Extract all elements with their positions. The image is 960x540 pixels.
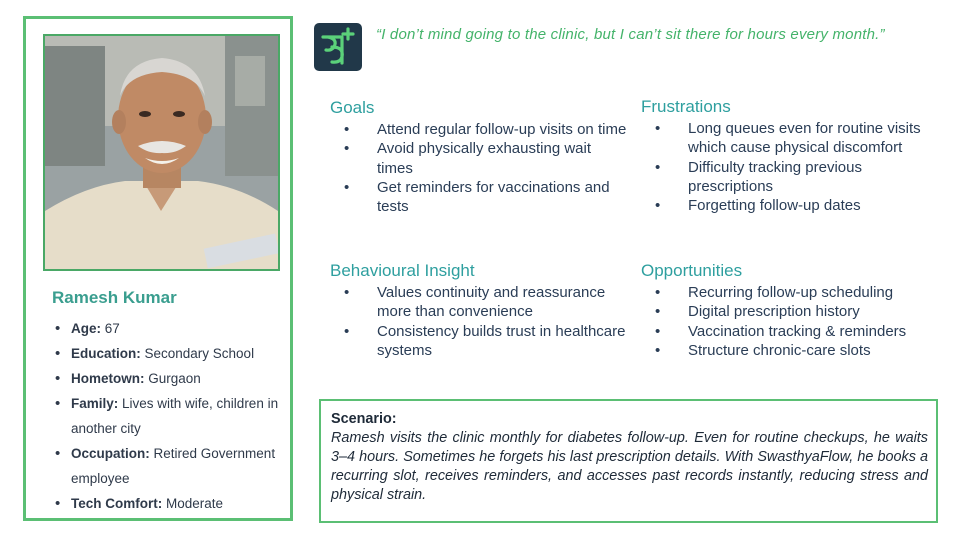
frustrations-list [641,119,941,215]
list-item: • Recurring follow-up scheduling [641,283,941,302]
list-item: • Attend regular follow-up visits on time [330,120,630,139]
persona-photo [43,34,280,271]
attr-tech-comfort [53,491,288,516]
list-item: • Digital prescription history [641,302,941,321]
attr-key: Family: [71,396,119,411]
frustrations-section [641,97,941,215]
list-item: • Vaccination tracking & reminders [641,322,941,341]
behavioural-insight-section [330,261,630,360]
opportunities-section [641,261,941,360]
attr-value: Lives with wife, children in another city [71,396,279,436]
opportunities-heading: Opportunities [641,261,743,280]
persona-quote: “I don’t mind going to the clinic, but I can’t sit there for hours every month.” [376,26,885,43]
frustrations-heading: Frustrations [641,97,731,116]
attr-key: Tech Comfort: [71,496,163,511]
list-item: • Avoid physically exhausting wait times [330,139,630,178]
scenario-text: Ramesh visits the clinic monthly for diabetes follow-up. Even for routine checkups, he waits 3–4 hours. Sometimes he forgets his last prescription details. With SwasthyaFlow, he books a recurring slot, receives reminders, and accesses past records instantly, reducing stress and physical strain. [331,430,928,503]
attr-value: 67 [101,321,120,336]
scenario-box [319,399,938,523]
list-item: • Consistency builds trust in healthcare systems [330,322,630,361]
goals-heading: Goals [330,98,375,117]
attr-key: Age: [71,321,101,336]
attr-value: Gurgaon [144,371,201,386]
behavioural-insight-heading: Behavioural Insight [330,261,475,280]
goals-section [330,98,630,216]
attr-value: Retired Government employee [71,446,276,486]
persona-attributes [53,316,288,516]
opportunities-list [641,283,941,360]
behavioural-insight-list [330,283,630,360]
attr-value: Moderate [162,496,224,511]
attr-occupation [53,441,288,491]
list-item: • Values continuity and reassurance more than convenience [330,283,630,322]
goals-list [330,120,630,216]
persona-portrait-image [45,36,278,269]
attr-value: Secondary School [140,346,255,361]
app-logo-icon [314,23,362,71]
list-item: • Forgetting follow-up dates [641,196,941,215]
attr-key: Occupation: [71,446,150,461]
logo-glyph-icon [314,23,362,71]
persona-card [23,16,293,521]
attr-education [53,341,288,366]
attr-key: Hometown: [71,371,145,386]
attr-hometown [53,366,288,391]
scenario-title: Scenario: [331,411,397,427]
list-item: • Difficulty tracking previous prescriptions [641,158,941,197]
list-item: • Structure chronic-care slots [641,341,941,360]
attr-age [53,316,288,341]
list-item: • Get reminders for vaccinations and tests [330,178,630,217]
attr-family [53,391,288,441]
attr-key: Education: [71,346,141,361]
persona-name: Ramesh Kumar [52,288,177,307]
list-item: • Long queues even for routine visits which cause physical discomfort [641,119,941,158]
